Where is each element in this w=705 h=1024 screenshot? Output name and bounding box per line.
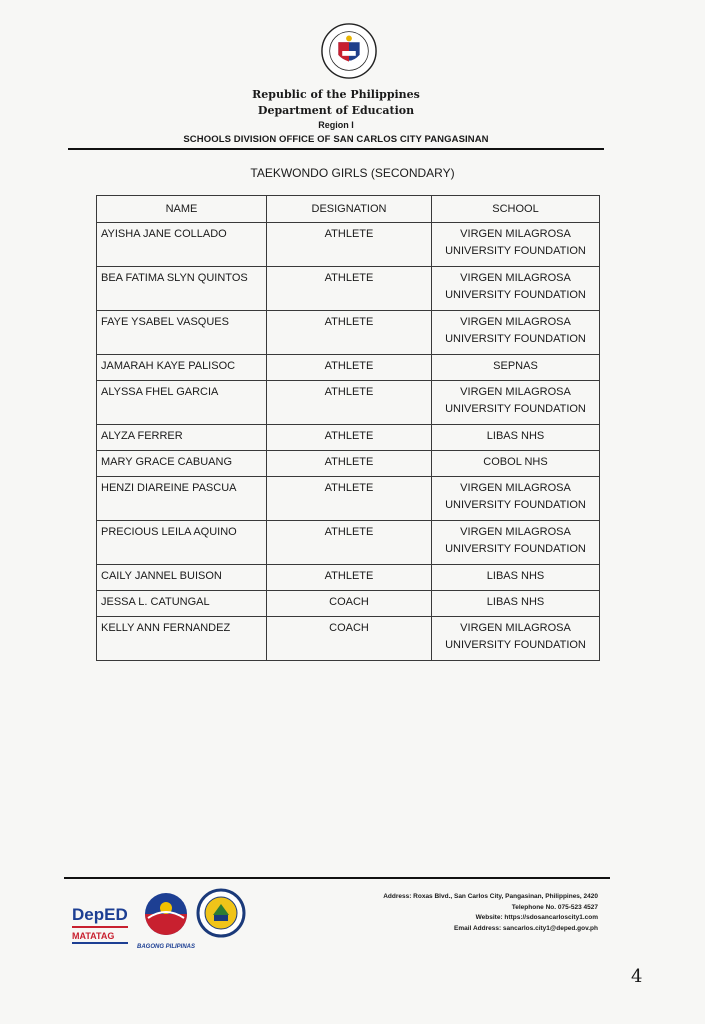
cell-designation: ATHLETE bbox=[267, 355, 432, 381]
cell-name: CAILY JANNEL BUISON bbox=[97, 565, 267, 591]
department-line: Department of Education bbox=[257, 104, 415, 117]
cell-school: VIRGEN MILAGROSA UNIVERSITY FOUNDATION bbox=[432, 311, 600, 355]
table-row bbox=[97, 425, 600, 451]
cell-name: JAMARAH KAYE PALISOC bbox=[97, 355, 267, 381]
cell-school: VIRGEN MILAGROSA UNIVERSITY FOUNDATION bbox=[432, 521, 600, 565]
footer-divider bbox=[64, 877, 610, 879]
cell-school: VIRGEN MILAGROSA UNIVERSITY FOUNDATION bbox=[432, 267, 600, 311]
cell-designation: ATHLETE bbox=[267, 477, 432, 521]
cell-name: FAYE YSABEL VASQUES bbox=[97, 311, 267, 355]
svg-text:BAGONG PILIPINAS: BAGONG PILIPINAS bbox=[136, 944, 196, 950]
roster-table bbox=[96, 195, 600, 661]
cell-school: LIBAS NHS bbox=[432, 425, 600, 451]
email-text: Email Address: sancarlos.city1@deped.gov.ph bbox=[454, 924, 598, 932]
deped-seal-logo bbox=[320, 22, 378, 80]
cell-name: AYISHA JANE COLLADO bbox=[97, 223, 267, 267]
cell-name: HENZI DIAREINE PASCUA bbox=[97, 477, 267, 521]
address-text: Address: Roxas Blvd., San Carlos City, Pangasinan, Philippines, 2420 bbox=[383, 893, 598, 900]
column-header-school: SCHOOL bbox=[432, 196, 600, 223]
table-row bbox=[97, 617, 600, 661]
cell-name: JESSA L. CATUNGAL bbox=[97, 591, 267, 617]
cell-name: MARY GRACE CABUANG bbox=[97, 451, 267, 477]
cell-name: KELLY ANN FERNANDEZ bbox=[97, 617, 267, 661]
cell-name: BEA FATIMA SLYN QUINTOS bbox=[97, 267, 267, 311]
table-row bbox=[97, 355, 600, 381]
cell-school: COBOL NHS bbox=[432, 451, 600, 477]
cell-school: SEPNAS bbox=[432, 355, 600, 381]
cell-designation: ATHLETE bbox=[267, 425, 432, 451]
cell-school: VIRGEN MILAGROSA UNIVERSITY FOUNDATION bbox=[432, 381, 600, 425]
cell-name: ALYSSA FHEL GARCIA bbox=[97, 381, 267, 425]
table-row bbox=[97, 381, 600, 425]
svg-text:DepED: DepED bbox=[72, 905, 128, 924]
table-row bbox=[97, 565, 600, 591]
cell-designation: COACH bbox=[267, 591, 432, 617]
cell-designation: ATHLETE bbox=[267, 381, 432, 425]
table-row bbox=[97, 521, 600, 565]
cell-school: VIRGEN MILAGROSA UNIVERSITY FOUNDATION bbox=[432, 223, 600, 267]
table-row bbox=[97, 267, 600, 311]
republic-line: Republic of the Philippines bbox=[252, 88, 420, 101]
cell-school: VIRGEN MILAGROSA UNIVERSITY FOUNDATION bbox=[432, 617, 600, 661]
cell-designation: ATHLETE bbox=[267, 311, 432, 355]
svg-text:MATATAG: MATATAG bbox=[72, 931, 115, 941]
contact-info bbox=[298, 892, 598, 934]
division-office-line: SCHOOLS DIVISION OFFICE OF SAN CARLOS CITY PANGASINAN bbox=[183, 134, 489, 145]
cell-designation: ATHLETE bbox=[267, 451, 432, 477]
website-text: Website: https://sdosancarloscity1.com bbox=[475, 914, 598, 921]
page-number: 4 bbox=[631, 966, 643, 987]
deped-matatag-logo bbox=[70, 892, 132, 950]
cell-designation: COACH bbox=[267, 617, 432, 661]
column-header-name: NAME bbox=[97, 196, 267, 223]
table-row bbox=[97, 451, 600, 477]
region-line: Region I bbox=[318, 120, 354, 130]
cell-school: VIRGEN MILAGROSA UNIVERSITY FOUNDATION bbox=[432, 477, 600, 521]
cell-school: LIBAS NHS bbox=[432, 565, 600, 591]
cell-school: LIBAS NHS bbox=[432, 591, 600, 617]
cell-designation: ATHLETE bbox=[267, 565, 432, 591]
table-row bbox=[97, 223, 600, 267]
cell-designation: ATHLETE bbox=[267, 267, 432, 311]
table-row bbox=[97, 311, 600, 355]
table-header-row bbox=[97, 196, 600, 223]
cell-name: ALYZA FERRER bbox=[97, 425, 267, 451]
table-row bbox=[97, 591, 600, 617]
table-row bbox=[97, 477, 600, 521]
telephone-text: Telephone No. 075-523 4527 bbox=[511, 903, 598, 911]
sdo-san-carlos-seal bbox=[196, 888, 246, 938]
cell-name: PRECIOUS LEILA AQUINO bbox=[97, 521, 267, 565]
column-header-designation: DESIGNATION bbox=[267, 196, 432, 223]
document-title: TAEKWONDO GIRLS (SECONDARY) bbox=[250, 166, 455, 180]
bagong-pilipinas-logo bbox=[136, 888, 196, 952]
cell-designation: ATHLETE bbox=[267, 521, 432, 565]
cell-designation: ATHLETE bbox=[267, 223, 432, 267]
header-divider bbox=[68, 148, 604, 150]
